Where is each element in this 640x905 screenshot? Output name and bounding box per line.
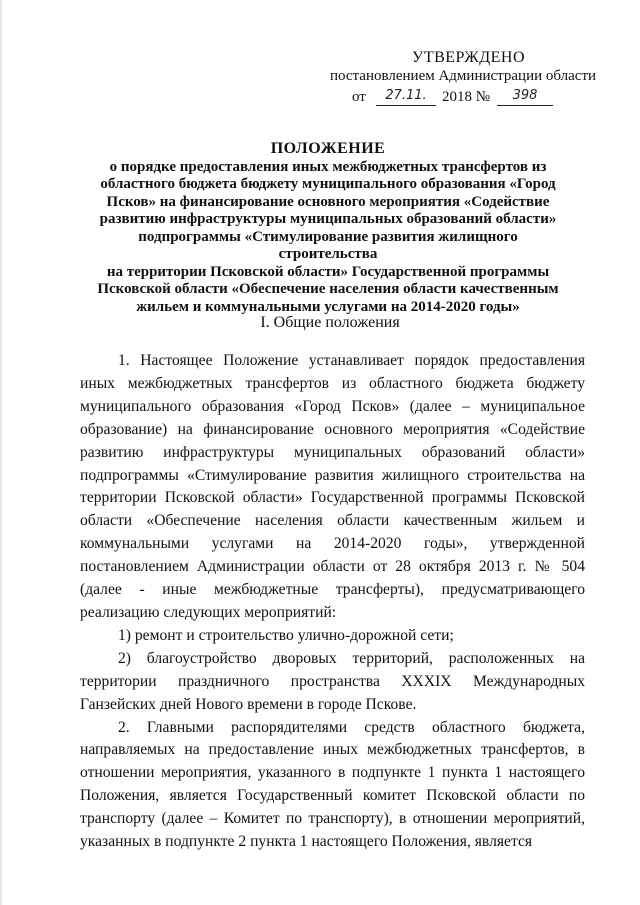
title-line: Псковской области «Обеспечение населения области качественным	[97, 281, 559, 297]
scan-edge	[0, 0, 3, 905]
paragraph: 2. Главными распорядителями средств областного бюджета, направляемых на предоставление иных межбюджетных трансфертов, в отношении мероприятия, указанного в подпункте 1 пункта 1 настоящего Положения, является Государственный комитет Псковской области по транспорту (далее – Комитет по транспорту), в отношении мероприятий, указанных в подпункте 2 пункта 1 настоящего Положения, является	[80, 718, 585, 851]
approval-authority: постановлением Администрации области	[330, 68, 597, 84]
title-heading: ПОЛОЖЕНИЕ	[270, 140, 386, 157]
approval-date-handwritten: 27.11.	[376, 86, 436, 106]
approval-date-line	[330, 86, 610, 108]
title-line: подпрограммы «Стимулирование развития жилищного строительства	[138, 228, 518, 262]
title-line: областного бюджета бюджету муниципального образования «Город	[100, 176, 556, 192]
title-line: о порядке предоставления иных межбюджетных трансфертов из	[109, 158, 547, 175]
approval-block	[330, 48, 610, 108]
approval-number-handwritten: 398	[497, 86, 553, 106]
title-line: Псков» на финансирование основного мероприятия «Содействие	[106, 193, 550, 210]
title-line: развитию инфраструктуры муниципальных образований области»	[99, 211, 557, 227]
title-line: жильем и коммунальными услугами на 2014-2020 годы»	[136, 298, 520, 315]
paragraph: 1) ремонт и строительство улично-дорожной сети;	[118, 626, 454, 644]
approval-year-label: 2018 №	[442, 89, 491, 105]
document-body	[80, 350, 585, 854]
section-title: I. Общие положения	[260, 314, 400, 331]
paragraph: 2) благоустройство дворовых территорий, расположенных на территории праздничного пространства XXXIX Международных Ганзейских дней Нового времени в городе Пскове.	[80, 649, 585, 713]
approval-ot-label: от	[352, 89, 366, 105]
approval-heading: УТВЕРЖДЕНО	[412, 49, 526, 66]
paragraph: 1. Настоящее Положение устанавливает порядок предоставления иных межбюджетных трансфертов из областного бюджета бюджету муниципального образования «Город Псков» (далее – муниципальное образование) на финансирование основного мероприятия «Содействие развитию инфраструктуры муниципальных образований области» подпрограммы «Стимулирование развития жилищного строительства на территории Псковской области» Государственной программы Псковской области «Обеспечение населения области качественным жильем и коммунальными услугами на 2014-2020 годы», утвержденной постановлением Администрации области от 28 октября 2013 г. № 504 (далее - иные межбюджетные трансферты), предусматривающего реализацию следующих мероприятий:	[80, 352, 585, 621]
document-title	[88, 140, 568, 316]
title-line: на территории Псковской области» Государственной программы	[106, 263, 550, 280]
